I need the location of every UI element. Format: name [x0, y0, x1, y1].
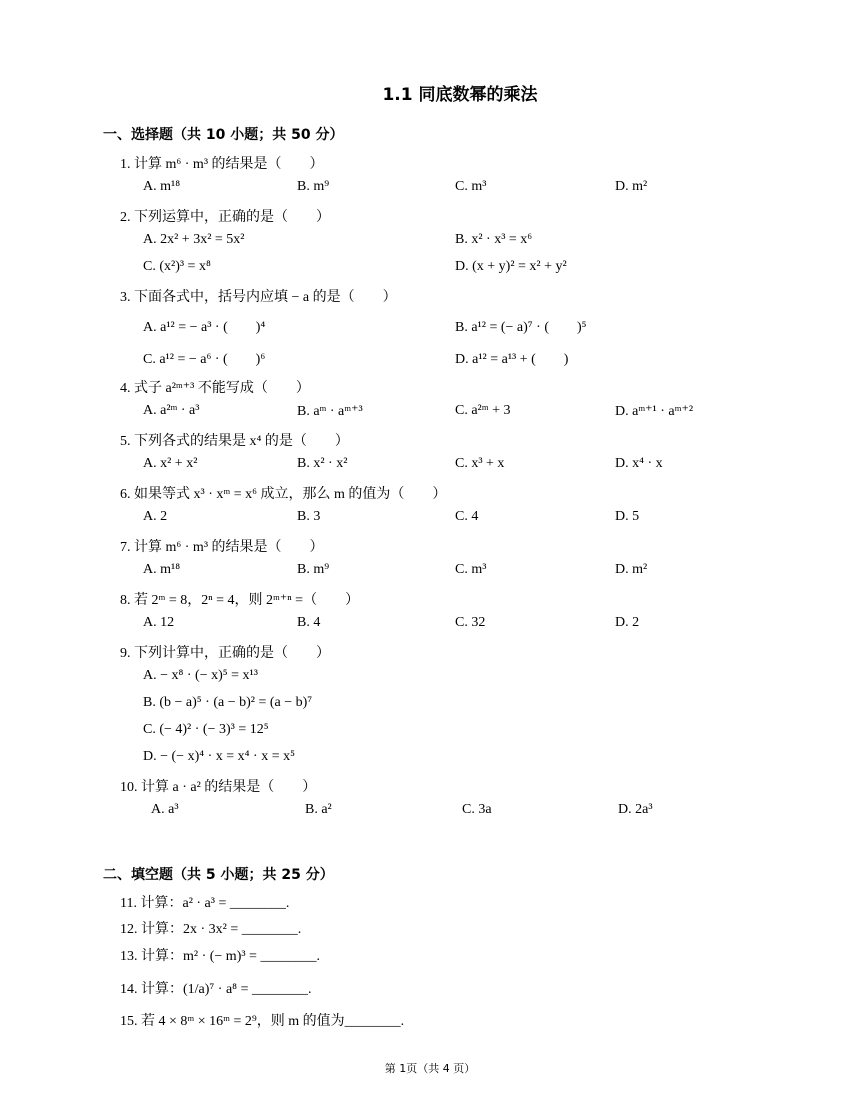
question-stem: 1. 计算 m⁶ · m³ 的结果是（ ） — [120, 157, 324, 172]
option-c: C. 4 — [455, 509, 479, 524]
page-footer: 第 1页（共 4 页） — [384, 1062, 476, 1075]
option-d: D. aᵐ⁺¹ · aᵐ⁺² — [615, 404, 694, 419]
option-b: B. 3 — [297, 509, 321, 524]
option-d: D. m² — [615, 179, 648, 194]
option-d: D. (x + y)² = x² + y² — [455, 259, 567, 274]
option-d: D. 5 — [615, 509, 640, 524]
option-c: C. (x²)³ = x⁸ — [143, 259, 211, 274]
option-c: C. 3a — [462, 802, 492, 817]
question-stem: 10. 计算 a · a² 的结果是（ ） — [120, 780, 317, 795]
option-a: A. − x⁸ · (− x)⁵ = x¹³ — [143, 668, 258, 683]
page-title: 1.1 同底数幂的乘法 — [382, 85, 538, 105]
option-b: B. m⁹ — [297, 562, 330, 577]
option-c: C. (− 4)² · (− 3)³ = 12⁵ — [143, 722, 269, 737]
option-a: A. 2 — [143, 509, 168, 524]
option-a: A. 12 — [143, 615, 175, 630]
option-b: B. (b − a)⁵ · (a − b)² = (a − b)⁷ — [143, 695, 313, 710]
option-d: D. − (− x)⁴ · x = x⁴ · x = x⁵ — [143, 749, 295, 764]
question-stem: 2. 下列运算中，正确的是（ ） — [120, 210, 330, 225]
option-d: D. x⁴ · x — [615, 456, 663, 471]
fill-question: 11. 计算：a² · a³ = ________. — [120, 896, 290, 911]
option-a: A. x² + x² — [143, 456, 198, 471]
option-c: C. a¹² = − a⁶ · ( )⁶ — [143, 352, 266, 367]
option-d: D. m² — [615, 562, 648, 577]
question-stem: 9. 下列计算中，正确的是（ ） — [120, 646, 330, 661]
option-a: A. m¹⁸ — [143, 562, 181, 577]
option-c: C. m³ — [455, 179, 487, 194]
option-b: B. x² · x³ = x⁶ — [455, 232, 533, 247]
option-a: A. 2x² + 3x² = 5x² — [143, 232, 245, 247]
question-stem: 6. 如果等式 x³ · xᵐ = x⁶ 成立，那么 m 的值为（ ） — [120, 487, 447, 502]
question-stem: 3. 下面各式中，括号内应填 − a 的是（ ） — [120, 290, 397, 305]
option-b: B. a² — [305, 802, 332, 817]
option-d: D. 2a³ — [618, 802, 653, 817]
fill-question: 14. 计算：(1/a)⁷ · a⁸ = ________. — [120, 982, 312, 997]
option-d: D. a¹² = a¹³ + ( ) — [455, 352, 569, 367]
option-c: C. 32 — [455, 615, 486, 630]
fill-question: 12. 计算：2x · 3x² = ________. — [120, 922, 302, 937]
question-stem: 8. 若 2ᵐ = 8，2ⁿ = 4，则 2ᵐ⁺ⁿ =（ ） — [120, 593, 360, 608]
fill-question: 15. 若 4 × 8ᵐ × 16ᵐ = 2⁹，则 m 的值为________. — [120, 1014, 405, 1029]
question-stem: 4. 式子 a²ᵐ⁺³ 不能写成（ ） — [120, 381, 310, 396]
fill-question: 13. 计算：m² · (− m)³ = ________. — [120, 949, 320, 964]
option-c: C. m³ — [455, 562, 487, 577]
option-a: A. m¹⁸ — [143, 179, 181, 194]
option-b: B. m⁹ — [297, 179, 330, 194]
option-c: C. a²ᵐ + 3 — [455, 403, 511, 418]
option-d: D. 2 — [615, 615, 640, 630]
option-b: B. aᵐ · aᵐ⁺³ — [297, 404, 363, 419]
question-stem: 5. 下列各式的结果是 x⁴ 的是（ ） — [120, 434, 349, 449]
section-heading-choice: 一、选择题（共 10 小题；共 50 分） — [103, 127, 344, 143]
option-c: C. x³ + x — [455, 456, 505, 471]
option-a: A. a³ — [151, 802, 179, 817]
option-a: A. a²ᵐ · a³ — [143, 403, 200, 418]
section-heading-fill: 二、填空题（共 5 小题；共 25 分） — [103, 867, 334, 883]
option-b: B. a¹² = (− a)⁷ · ( )⁵ — [455, 320, 587, 335]
question-stem: 7. 计算 m⁶ · m³ 的结果是（ ） — [120, 540, 324, 555]
option-b: B. x² · x² — [297, 456, 348, 471]
option-a: A. a¹² = − a³ · ( )⁴ — [143, 320, 266, 335]
option-b: B. 4 — [297, 615, 321, 630]
